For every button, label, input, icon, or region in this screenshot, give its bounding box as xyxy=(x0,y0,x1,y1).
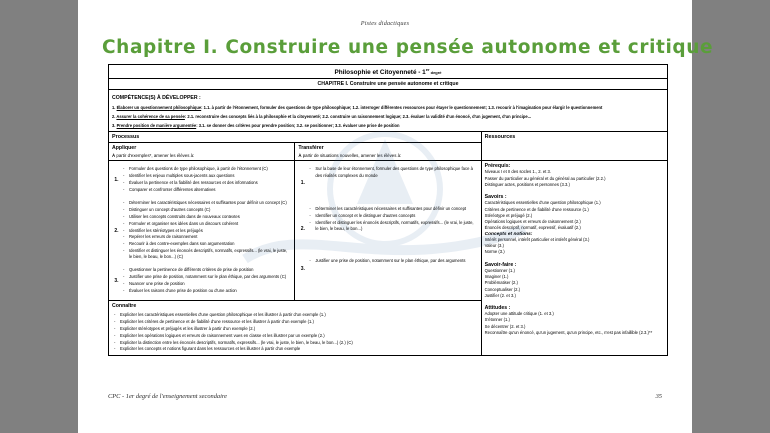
transferer-group xyxy=(298,203,477,255)
discipline-label: Philosophie et Citoyenneté - 1 xyxy=(334,69,426,77)
savoirs-line: Opérations logiques et erreurs de raisonnement (2.) xyxy=(484,219,581,225)
competence-item xyxy=(112,123,664,129)
transferer-intro-text: partir de situations nouvelles, amener les élèves à: xyxy=(301,153,402,159)
appliquer-intro-bold: À xyxy=(112,153,116,159)
savoirs-line: Énoncés descriptif, normatif, expressif, évaluatif (2.) xyxy=(484,225,581,231)
transferer-group xyxy=(298,255,477,283)
competence-body: : 3.1. se donner des critères pour prendre position; 3.2. se positionner; 3.3. évaluer une prise de position xyxy=(196,123,400,129)
competency-table xyxy=(108,64,668,356)
appliquer-group xyxy=(112,163,291,197)
savoir-faire-line: Problématiser (2.) xyxy=(484,280,518,286)
savoir-faire-line: Conceptualiser (2.) xyxy=(484,286,521,292)
prerequis-line: Niveaux I et II des socles 1., 2. et 3. xyxy=(484,169,551,175)
group-list-wrapper xyxy=(307,203,477,255)
transferer-heading: Transférer xyxy=(298,145,324,152)
column-header-processus: Processus xyxy=(109,132,482,143)
list-item: - Déterminer les caractéristiques nécessaires et suffisantes pour définir un concept (C) xyxy=(121,200,291,206)
transferer-intro xyxy=(298,151,477,158)
appliquer-intro xyxy=(112,151,291,158)
ressources-label: Ressources xyxy=(484,134,516,141)
list-item: - Repérer les erreurs de raisonnement xyxy=(121,234,291,240)
competence-row xyxy=(109,90,668,132)
transferer-list-1 xyxy=(307,166,477,179)
appliquer-list-2 xyxy=(121,200,291,261)
group-number: 1. xyxy=(114,177,119,184)
column-header-ressources xyxy=(481,132,667,161)
savoirs-line: Critères de pertinence et de fiabilité d'une ressource (1.) xyxy=(484,206,589,212)
list-item: - Sur la base de leur étonnement, formuler des questions de type philosophique face à des réalités complexes du monde xyxy=(307,166,477,179)
page-footer xyxy=(78,393,692,400)
attitudes-line: Se décentrer (2. et 3.) xyxy=(484,323,526,329)
concepts-heading: Concepts et notions: xyxy=(484,231,533,237)
list-item: - Déterminer les caractéristiques nécessaires et suffisantes pour définir un concept xyxy=(307,206,477,212)
competence-item xyxy=(112,105,664,111)
savoir-faire-block xyxy=(485,262,664,299)
competence-num: 2. xyxy=(112,114,116,120)
list-item: - Distinguer un concept d'autres concepts (C) xyxy=(121,207,291,213)
attitudes-line: S'étonner (1.) xyxy=(484,317,510,323)
transferer-body-cell xyxy=(295,161,481,301)
concepts-line: Valeur (3.) xyxy=(484,243,504,249)
concepts-line: Norme (3.) xyxy=(484,249,505,255)
list-item: - Nuancer une prise de position xyxy=(121,281,291,287)
competence-body: : 2.1. reconstruire des concepts liés à la philosophie et la citoyenneté; 2.2. construire un raisonnement logique; 2.3. évaluer la validité d'un énoncé, d'un jugement, d'un principe... xyxy=(184,114,532,120)
table-title-row xyxy=(109,65,668,79)
list-item: - Justifier une prise de position, notamment sur le plan éthique, par des arguments (C) xyxy=(121,274,291,280)
group-items xyxy=(307,163,477,203)
concepts-line: Intérêt personnel, intérêt particulier et intérêt général (3.) xyxy=(484,236,590,242)
savoir-faire-line: Justifier (2. et 3.) xyxy=(484,292,516,298)
competence-heading: COMPÉTENCE(S) À DÉVELOPPER : xyxy=(112,95,201,102)
list-item: - Évaluer la pertinence et la fiabilité des ressources et des informations xyxy=(121,180,291,186)
competence-body: : 1.1. à partir de l'étonnement, formuler des questions de type philosophique; 1.2. interroger différentes ressources pour étayer le questionnement; 1.3. recourir à l'imagination pour élargir le questionnement xyxy=(201,104,603,110)
group-number: 2. xyxy=(114,227,119,234)
group-items xyxy=(307,203,477,255)
competence-num: 1. xyxy=(112,104,116,110)
list-item: - Expliciter les critères de pertinence et de fiabilité d'une ressource et les illustrer à partir d'un exemple (1.) xyxy=(112,319,478,325)
chapter-band: CHAPITRE I. Construire une pensée autonome et critique xyxy=(109,79,668,90)
document-page xyxy=(78,0,714,433)
group-number: 3. xyxy=(300,266,305,273)
savoir-faire-line: Imaginer (1.) xyxy=(484,273,509,279)
savoirs-line: Stéréotype et préjugé (2.) xyxy=(484,212,533,218)
group-list-wrapper xyxy=(121,163,291,197)
appliquer-list-3 xyxy=(121,267,291,294)
page-number: 35 xyxy=(655,393,662,400)
appliquer-list-1 xyxy=(121,166,291,193)
competence-title: Prendre position de manière argumentée xyxy=(116,123,197,129)
competence-title: Assurer la cohérence de sa pensée xyxy=(116,114,185,120)
list-item: - Expliciter les caractéristiques essentielles d'une question philosophique et les illustrer à partir d'un exemple (1.) xyxy=(112,312,478,318)
transferer-list-3 xyxy=(307,258,477,264)
processus-body-row xyxy=(109,161,668,301)
chapter-title: Chapitre I. Construire une pensée autonome et critique xyxy=(102,37,714,58)
competence-cell xyxy=(109,90,668,132)
ressources-cell xyxy=(481,161,667,356)
list-item: - Identifier et distinguer les énoncés descriptifs, normatifs, expressifs... (le vrai, le juste, le bien, le beau, le bon...) xyxy=(307,220,477,233)
connaitre-heading: Connaître xyxy=(112,302,137,309)
list-item: - Expliciter stéréotypes et préjugés et les illustrer à partir d'un exemple (2.) xyxy=(112,326,478,332)
group-list-wrapper xyxy=(121,264,291,298)
prerequis-line: Passer du particulier au général et du général au particulier (2.2.) xyxy=(484,175,606,181)
list-item: - Recourir à des contre-exemples dans son argumentation xyxy=(121,241,291,247)
appliquer-group xyxy=(112,264,291,298)
group-number: 1. xyxy=(300,180,305,187)
list-item: - Identifier un concept et le distinguer d'autres concepts xyxy=(307,213,477,219)
running-head: Pistes didactiques xyxy=(360,20,410,27)
savoirs-heading: Savoirs : xyxy=(484,194,507,201)
group-list-wrapper xyxy=(307,255,477,283)
list-item: - Justifier une prise de position, notamment sur le plan éthique, par des arguments xyxy=(307,258,477,264)
group-number: 3. xyxy=(114,278,119,285)
prerequis-block xyxy=(485,163,664,188)
section-header-row xyxy=(109,132,668,143)
appliquer-body-cell xyxy=(109,161,295,301)
list-item: - Expliciter les opérations logiques et erreurs de raisonnement vues en classe et les illustrer par un exemple (2.) xyxy=(112,333,478,339)
appliquer-group xyxy=(112,197,291,264)
savoirs-block xyxy=(485,194,664,255)
degree-sup: er xyxy=(425,67,430,72)
transferer-groups xyxy=(298,163,477,283)
appliquer-groups xyxy=(112,163,291,298)
attitudes-block xyxy=(485,305,664,336)
group-number: 2. xyxy=(300,226,305,233)
group-items xyxy=(307,255,477,283)
chapter-band-row xyxy=(109,79,668,90)
appliquer-heading: Appliquer xyxy=(112,145,137,152)
group-items xyxy=(121,264,291,298)
list-item: - Formuler et organiser ses idées dans un discours cohérent xyxy=(121,221,291,227)
transferer-intro-bold: À xyxy=(298,153,302,159)
connaitre-cell xyxy=(109,300,482,355)
list-item: - Comparer et confronter différentes alternatives xyxy=(121,187,291,193)
transferer-list-2 xyxy=(307,206,477,232)
competence-title: Élaborer un questionnement philosophique xyxy=(116,104,202,110)
transferer-head-cell xyxy=(295,143,481,161)
list-item: - Évaluer les raisons d'une prise de position ou d'une action xyxy=(121,288,291,294)
discipline-band xyxy=(109,65,668,79)
list-item: - Expliciter les concepts et notions figurant dans les ressources et les illustrer à partir d'un exemple xyxy=(112,346,478,352)
attitudes-line: Reconnaître qu'un énoncé, qu'un jugement, qu'un principe, etc., n'est pas infaillible (2.3.)** xyxy=(484,330,653,336)
appliquer-head-cell xyxy=(109,143,295,161)
degree-label: degré xyxy=(429,70,442,76)
attitudes-heading: Attitudes : xyxy=(484,305,511,312)
competence-num: 3. xyxy=(112,123,116,129)
savoir-faire-line: Questionner (1.) xyxy=(484,267,515,273)
footer-source: CPC - 1er degré de l'enseignement secondaire xyxy=(108,393,227,400)
prerequis-heading: Prérequis: xyxy=(484,163,511,170)
group-items xyxy=(121,163,291,197)
attitudes-line: Adopter une attitude critique (1. et 3.) xyxy=(484,311,554,317)
list-item: - Questionner la pertinence de différents critères de prise de position xyxy=(121,267,291,273)
appliquer-intro-text: partir d'exemples*, amener les élèves à: xyxy=(115,153,195,159)
list-item: - Formuler des questions de type philosophique, à partir de l'étonnement (C) xyxy=(121,166,291,172)
list-item: - Identifier les stéréotypes et les préjugés xyxy=(121,228,291,234)
list-item: - Expliciter la distinction entre les énoncés descriptifs, normatifs, expressifs... (le vrai, le juste, le bien, le beau, le bon...) (2.) (C) xyxy=(112,340,478,346)
savoir-faire-heading: Savoir-faire : xyxy=(484,261,517,268)
list-item: - Identifier et distinguer les énoncés descriptifs, normatifs, expressifs... (le vrai, le juste, le bien, le beau, le bon...) (C) xyxy=(121,248,291,261)
list-item: - Utiliser les concepts construits dans de nouveaux contextes xyxy=(121,214,291,220)
list-item: - Identifier les enjeux multiples sous-jacents aux questions xyxy=(121,173,291,179)
savoirs-line: Caractéristiques essentielles d'une question philosophique (1.) xyxy=(484,200,601,206)
competence-item xyxy=(112,114,664,120)
transferer-group xyxy=(298,163,477,203)
group-items xyxy=(121,197,291,264)
group-list-wrapper xyxy=(307,163,477,203)
connaitre-list xyxy=(112,312,478,353)
prerequis-line: Distinguer actes, positions et personnes (3.3.) xyxy=(484,181,570,187)
group-list-wrapper xyxy=(121,197,291,264)
